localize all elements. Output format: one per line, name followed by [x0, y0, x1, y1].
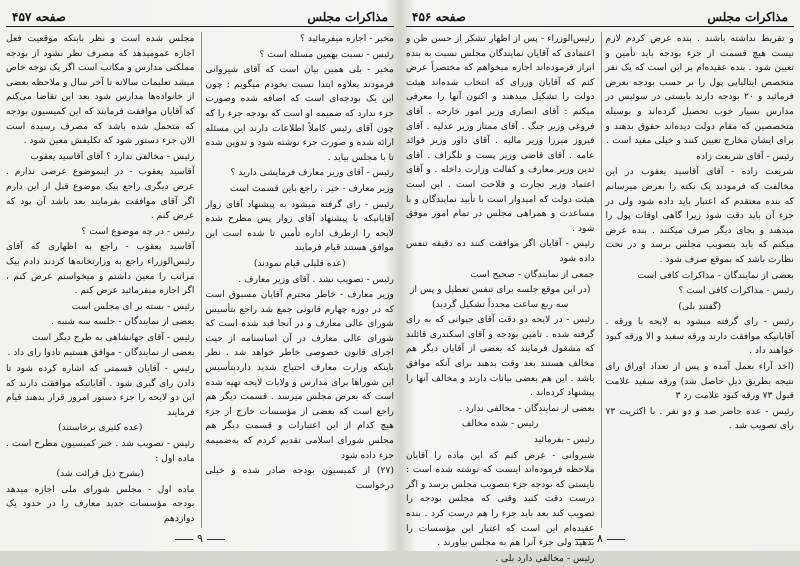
paragraph: رئیس - شده مخالف	[461, 418, 539, 430]
paragraph: رئیس - آقای شریعت زاده	[696, 150, 794, 162]
paragraph: ماده اول - مجلس شورای ملی اجازه میدهد بودجه مؤسسات جدید معارف را در حدود یک دوازدهم	[6, 483, 195, 524]
paragraph: آقاسید یعقوب - راجع به اظهاری که آقای رئیس‌الوزراء راجع به وزارتخانه‌ها کردند دادم بیک مراتب را معین داشتم و میخواستم عرض کنم ، اگر اجازه میفرمائید عرض کنم .	[6, 241, 195, 297]
paragraph: رئیس - بسته بر ای مجلس است	[71, 300, 195, 312]
footer-rule	[207, 539, 225, 540]
right-page-footer	[406, 532, 794, 546]
left-page-footer	[6, 532, 394, 546]
paragraph: (در این موقع جلسه برای تنفس تعطیل و پس از سه ربع ساعت مجدداً تشکیل گردید)	[410, 284, 591, 310]
right-folio: ۸	[597, 532, 603, 545]
paragraph: (گفتند بلی)	[678, 300, 722, 312]
paragraph: مجلس شده است و نظر بابنکه موقعیت فعل اجازه عمومیدهد که مصرف نظر نشود از بودجه مملکتی مدارس و مکاتب است اگر یک توجه خاص میشد تعلیمات سالانه تا آخر سال و ملاحظه بعضی از خانواده‌ها مدارس شود بعد این تقاضا می‌کنم که آقایان موافقت فرمایند که این کمیسیون بودجه که متحمل شده باشد که مصرف رسیده است الان جزء دستور شود که تکلیفش معین شود .	[6, 33, 195, 147]
left-page-columns	[6, 32, 394, 528]
paragraph: رئیس - آقایان اگر موافقت کنند ده دقیقه تنفس داده شود	[406, 238, 595, 264]
paragraph: (عده قلیلی قیام نمودند)	[253, 257, 346, 269]
right-page-columns	[406, 32, 794, 564]
paragraph: بعضی از نمایندگان - مذاکرات کافی است	[637, 269, 794, 281]
paragraph: رئیس - آقای وزیر معارف فرمایشی دارید ؟	[230, 167, 394, 179]
paragraph: رئیس - بفرمائید	[533, 434, 595, 446]
paragraph: وزیر معارف - خیر . راجع باین قسمت است	[229, 182, 394, 194]
paragraph: رئیس - نسبت بهمین مسئله است ؟	[259, 48, 394, 60]
paragraph: رئیس - مخالفی دارد بلی .	[495, 552, 595, 564]
paragraph: رئیس‌الوزراء - پس از اظهار تشکر از حسن ظن و اعتمادی که آقایان نمایندگان مجلس نسبت به بنده ابراز فرموده‌اند اجازه میخواهم که مختصراً عرض کنم که آقایان وزرای که انتخاب شده‌اند هیئت دولت را تشکیل میدهند و اکنون آنها را معرفی میکنم : آقای انصاری وزیر امور خارجه . آقای فروغی وزیر جنگ . آقای ممتاز وزیر عدلیه . آقای فیروز میرزا وزیر مالیه . آقای داور وزیر فوائد عامه . آقای قاضی وزیر پست و تلگراف . آقای تدین وزیر معارف و کفالت وزارت داخله . و آقای اعتماد وزیر تجارت و فلاحت است . این است هیئت دولت که امیدوار است با تأیید نمایندگان و با مساعدت و همراهی مجلس در تمام امور موفق شود .	[406, 33, 595, 234]
paragraph: بعضی از نمایندگان - موافق هستیم تادوا رای داد .	[7, 347, 195, 359]
paragraph: (اخذ آراء بعمل آمده و پس از تعداد اوراق رای نتیجه بطریق ذیل حاصل شد) ورقه سفید علامت قبول ۷۳ ورقه کبود علامت رد ۳	[605, 361, 794, 402]
paragraph: بعضی از نمایندگان - مخالفی ندارد .	[459, 402, 595, 414]
right-page-label: صفحه ۴۵۶	[412, 10, 466, 24]
paragraph: رئیس - در چه موضوع است ؟	[81, 225, 195, 237]
paragraph: (عده کثیری برخاستند)	[58, 422, 143, 434]
paragraph: رئیس - عده حاضر صد و دو نفر . با اکثریت ۷۳ رای تصویب شد .	[605, 405, 794, 432]
paragraph: (۲۷) از کمیسیون بودجه صادر شده و خیلی درخواست	[205, 465, 394, 491]
paragraph: (بشرح ذیل قرائت شد)	[56, 468, 144, 480]
paragraph: بعضی از نمایندگان - جلسه سه شنبه .	[51, 316, 195, 328]
paragraph: رئیس - تصویب نشد . آقای وزیر معارف .	[238, 273, 394, 285]
footer-rule	[607, 539, 625, 540]
left-folio: ۹	[197, 532, 203, 545]
paragraph: مخبر - اجازه میفرمائید ؟	[300, 33, 394, 44]
paragraph: رئیس - آقای جهانشاهی به طرح دیگر است	[31, 331, 195, 343]
right-page	[406, 8, 794, 564]
paragraph: شیروانی - عرض کنم که این ماده را آقایان ملاحظه فرموده‌اند اینست که نوشته شده است : بایستی که بودجه جزء بتصویب مجلس برسد و اگر درست دقت کنید وقتی که مجلس بودجه را تصویب کند بعد باید جزء را هم درست کرد . بنده عقیده‌ام این است که اعتبار این مؤسسات را بدهید ولی جزء آنرا هم به مجلس بیاورند .	[406, 449, 595, 549]
paragraph: وزیر معارف - خاطر محترم آقایان مسبوق است که در دوره چهارم قانونی جمع شد راجع بتأسیس شورای عالی معارف و در آنجا قید شده است که شورای عالی معارف در آن اساسنامه از حیث اجرای قانون خصوصی خاطر خواهد شد . نظر باینکه وزارت معارف احتیاج شدید داردبتأسیس این شوراها برای مدارس و ولایات لایحه تهیه شده است که بعرض مجلس میرسد . قسمت دیگر هم راجع است که بعضی از مؤسسات خارج از جزء هیچ کدام از این اعتبارات و قسمت دیگر هم مجلس شورای اسلامی تقدیم کردم که به‌ضمیمه جزء داده شود	[205, 289, 394, 461]
paragraph: رئیس - مذاکرات کافی است ؟	[678, 285, 794, 297]
right-running-head: مذاکرات مجلس	[707, 10, 788, 24]
paragraph: رئیس - تصویب شد . خبر کمیسیون مطرح است . ماده اول :	[6, 438, 195, 464]
footer-rule	[575, 539, 593, 540]
left-page-header	[6, 8, 394, 27]
paragraph: رئیس - رای گرفته میشود به پیشنهاد آقای زوار آقایانیکه با پیشنهاد آقای زوار پس مطرح شده لایحه را ازطرف اداره تأمین تا شده است این موافق هستند قیام فرمایند	[205, 198, 394, 254]
right-page-right-column	[601, 32, 795, 528]
footer-rule	[175, 539, 193, 540]
left-page-right-column	[201, 32, 395, 528]
paragraph: رئیس - آقایان قسمتی که اشاره کرده شود تا دادن رای گیری شود . آقایانیکه موافقت دارند که این دو لایحه را جزء دستور امروز قرار بدهند قیام فرمایند	[6, 363, 195, 418]
paragraph: و تقربط نداشته باشند . بنده عرض کردم لازم نیست هیچ قسمت از جزء بودجه باید تأمین و تعیین شود . بنده عقیده‌ام بر این است که یک نفر متخصص ایتالیایی پول را بر حسب بودجه بعرض فرمائید و ۲۰ بودجه دارند بایستی در سوئیس در مدارس بسیار خوب تحصیل کرده‌اند و بوسیله متخصصین که مقام دولت دیده‌اند حقوق بدهند و برای ایشان مخارج تعیین کنند و خیلی مفید است .	[605, 33, 794, 147]
paragraph: رئیس - در لایحه دو دقت آقای حیوانی که به رای گرفته شده . تامین بودجه و آقای اسکندری قائلند که مشغول فرمایند که بعضی از آقایان دیگر هم مخالف هستند بعد وقت بدهند برای آنکه موافق باشد . این هم بعضی بیانات دارند و مخالف آنها را پیشنهاد کرده‌اند .	[406, 314, 595, 399]
right-page-left-column	[406, 32, 595, 564]
left-page	[6, 8, 394, 546]
paragraph: مخبر - بلی همین بیان است که آقای شیروانی فرمودند بعلاوه ابتدا نسبت بخودم میگویم : چون این یک بودجه‌ای است که اضافه شده وصورت جزء ندارد که ضمیمه او است که بودجه جزء را که چون آقای رئیس کاملاً اطلاعات دارند این مسئله ارائه شده و صورت جزء نوشته شود و تدوین شده تا با مجلس بیاید .	[205, 64, 394, 163]
paragraph: جمعی از نمایندگان - صحیح است	[470, 268, 595, 280]
left-page-left-column	[6, 32, 195, 528]
left-page-label: صفحه ۴۵۷	[12, 10, 66, 24]
paragraph: آقاسید یعقوب - در اینموضوع عرضی ندارم . عرض دیگری راجع بیک موضوع قبل از این دارم اگر آقای موافقت بفرمایند بعد باشد آن بود که عرض کنم .	[6, 166, 195, 222]
paragraph: رئیس - رای گرفته میشود به لایحه با ورقه . آقایانیکه موافقت دارند ورقه سفید و الا ورقه کبود خواهند داد .	[605, 316, 794, 357]
paragraph: شریعت زاده - آقای آقاسید یعقوب در این مخالفت که فرمودند یک نکته را بعرض میرسانم که بنده معتقدم که اعتبار باید داده شود ولی در جزء آن باید دقت شود زیرا گاهی اوقات پول را میدهند و بجای دیگر صرف میکنند . بنده عرض میکنم که باید بتصویب مجلس برسد و در تحت نظارت باشد که بموقع صرف شود .	[605, 166, 794, 265]
left-running-head: مذاکرات مجلس	[307, 10, 388, 24]
paragraph: رئیس - مخالفی ندارد ؟ آقای آقاسید یعقوب	[30, 150, 195, 162]
right-page-header	[406, 8, 794, 27]
